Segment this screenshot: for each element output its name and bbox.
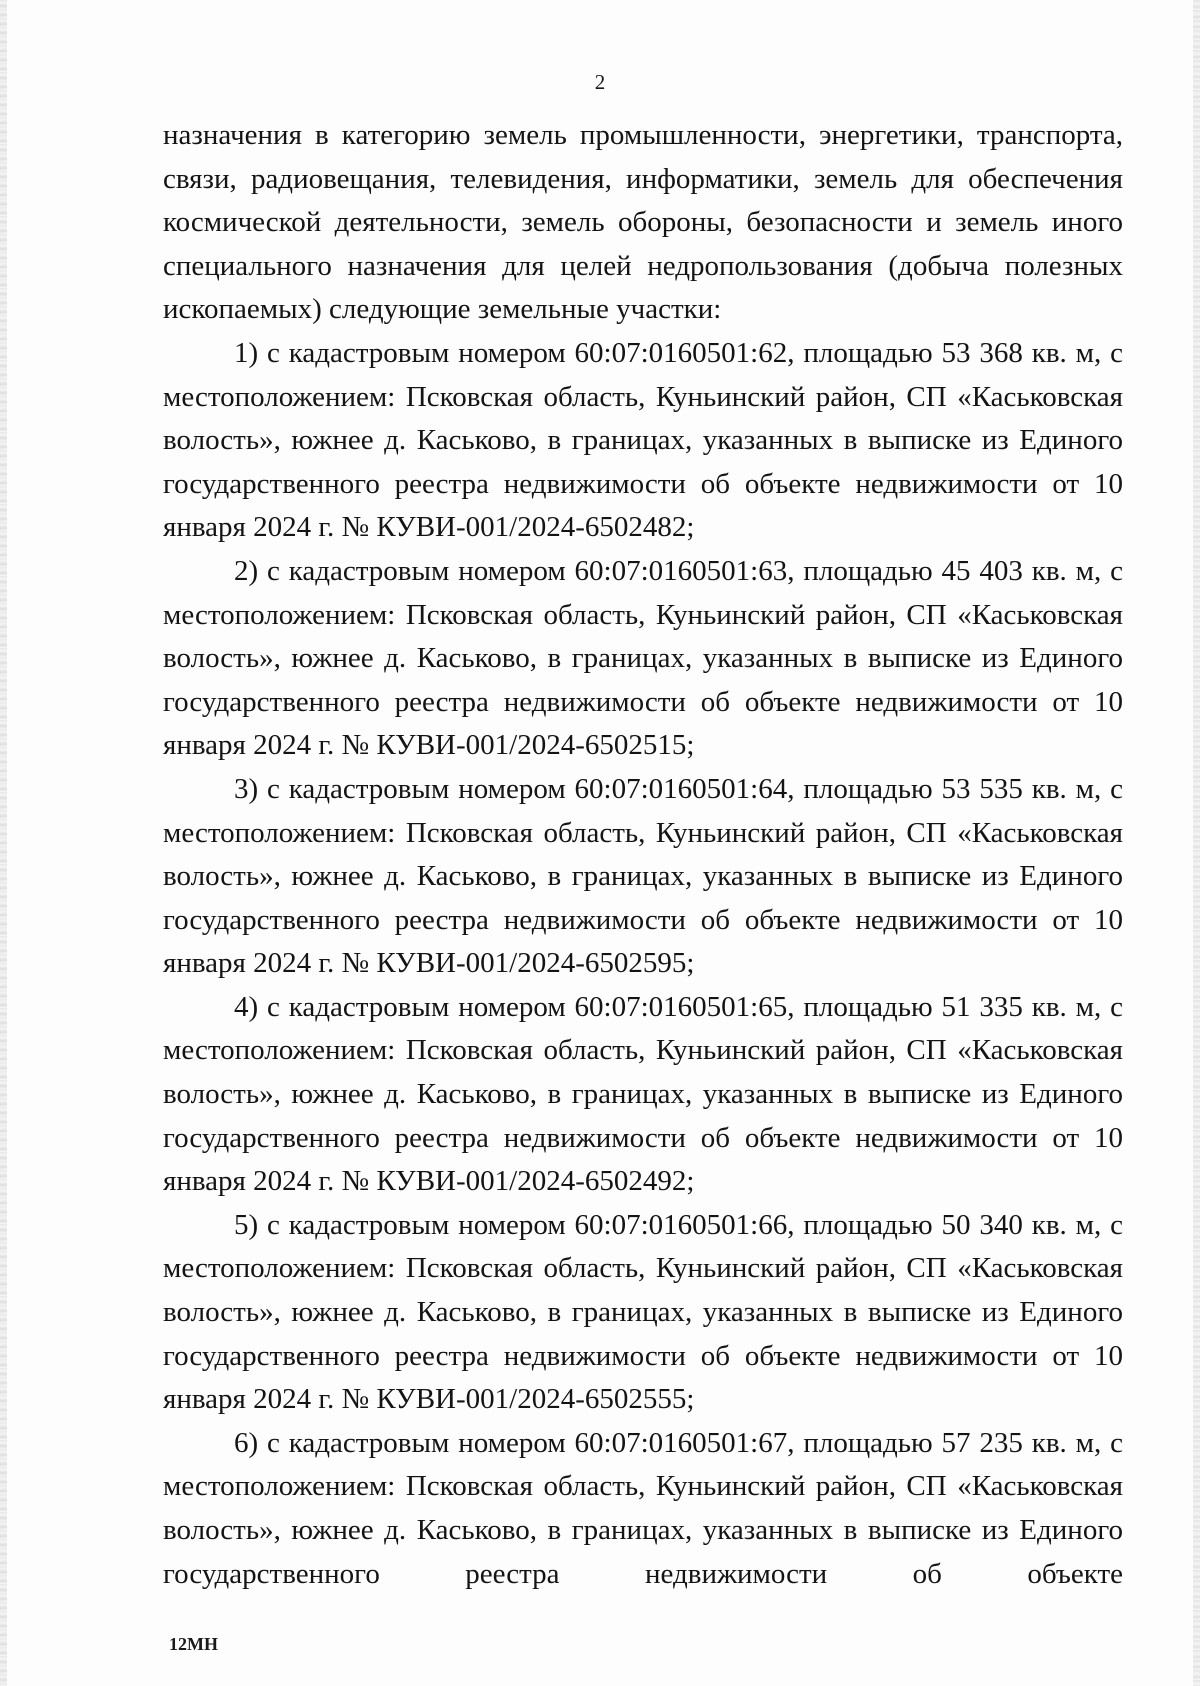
list-item-5: 5) с кадастровым номером 60:07:0160501:66, площадью 50 340 кв. м, с местоположением: Псковская область, Куньинский район, СП «Каськовская волость», южнее д. Каськово, в границах, указанных в выписке из Единого государственного реестра недвижимости об объекте недвижимости от 10 января 2024 г. № КУВИ-001/2024-6502555; [163,1208,1123,1416]
list-item-1: 1) с кадастровым номером 60:07:0160501:62, площадью 53 368 кв. м, с местоположением: Псковская область, Куньинский район, СП «Каськовская волость», южнее д. Каськово, в границах, указанных в выписке из Единого государственного реестра недвижимости об объекте недвижимости от 10 января 2024 г. № КУВИ-001/2024-6502482; [163,336,1123,544]
list-item-4: 4) с кадастровым номером 60:07:0160501:65, площадью 51 335 кв. м, с местоположением: Псковская область, Куньинский район, СП «Каськовская волость», южнее д. Каськово, в границах, указанных в выписке из Единого государственного реестра недвижимости об объекте недвижимости от 10 января 2024 г. № КУВИ-001/2024-6502492; [163,990,1123,1198]
scan-edge-left [0,0,7,1686]
list-item-3: 3) с кадастровым номером 60:07:0160501:64, площадью 53 535 кв. м, с местоположением: Псковская область, Куньинский район, СП «Каськовская волость», южнее д. Каськово, в границах, указанных в выписке из Единого государственного реестра недвижимости об объекте недвижимости от 10 января 2024 г. № КУВИ-001/2024-6502595; [163,772,1123,980]
scan-edge-right [1193,0,1200,1686]
intro-paragraph: назначения в категорию земель промышленности, энергетики, транспорта, связи, радиовещания, телевидения, информатики, земель для обеспечения космической деятельности, земель обороны, безопасности и земель иного специального назначения для целей недропользования (добыча полезных ископаемых) следующие земельные участки: [163,119,1123,326]
document-body [163,114,1123,1596]
list-item-6: 6) с кадастровым номером 60:07:0160501:67, площадью 57 235 кв. м, с местоположением: Псковская область, Куньинский район, СП «Каськовская волость», южнее д. Каськово, в границах, указанных в выписке из Единого государственного реестра недвижимости об объекте [163,1426,1123,1590]
page-number: 2 [594,70,606,94]
footer-document-code: 12МН [169,1634,218,1654]
list-item-2: 2) с кадастровым номером 60:07:0160501:63, площадью 45 403 кв. м, с местоположением: Псковская область, Куньинский район, СП «Каськовская волость», южнее д. Каськово, в границах, указанных в выписке из Единого государственного реестра недвижимости об объекте недвижимости от 10 января 2024 г. № КУВИ-001/2024-6502515; [163,554,1123,762]
